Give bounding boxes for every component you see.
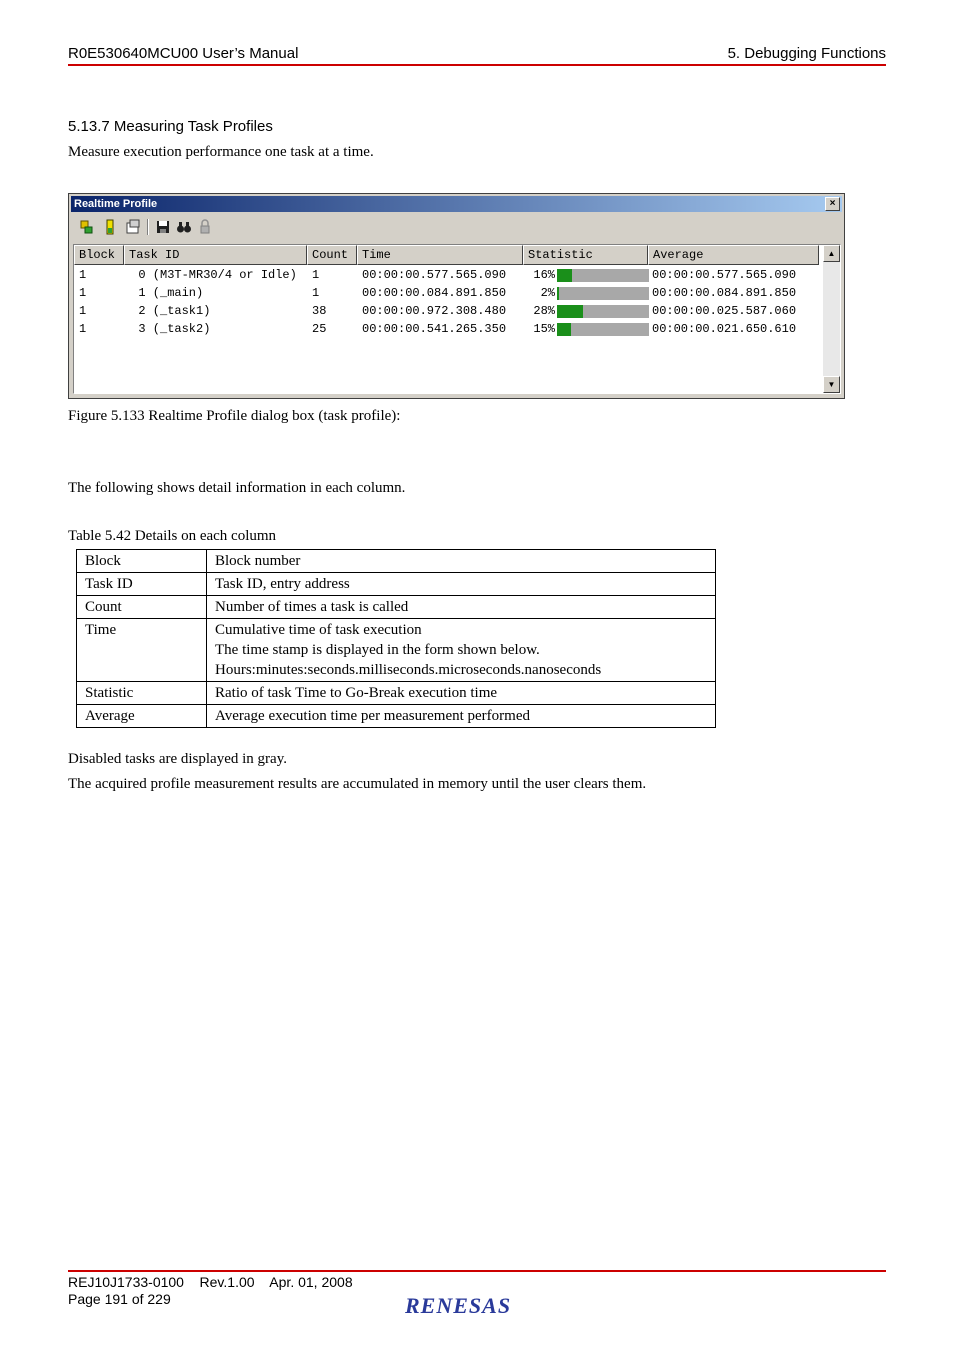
row-count: 25 bbox=[312, 322, 327, 336]
footer-doc-info: REJ10J1733-0100 Rev.1.00 Apr. 01, 2008 bbox=[68, 1274, 353, 1290]
profile-list bbox=[73, 244, 841, 394]
description-line: Number of times a task is called bbox=[215, 599, 409, 615]
row-time: 00:00:00.972.308.480 bbox=[362, 304, 507, 318]
row-statistic-label: 15% bbox=[533, 322, 555, 336]
row-block: 1 bbox=[79, 268, 87, 282]
column-header-statistic[interactable]: Statistic bbox=[523, 245, 648, 265]
table-row bbox=[77, 550, 716, 573]
scroll-up-icon[interactable]: ▲ bbox=[823, 245, 840, 262]
row-average: 00:00:00.577.565.090 bbox=[652, 268, 797, 282]
lock-icon[interactable] bbox=[197, 219, 213, 235]
note-accumulated-results: The acquired profile measurement results are accumulated in memory until the user clears them. bbox=[68, 776, 647, 792]
header-chapter-title: 5. Debugging Functions bbox=[727, 45, 886, 62]
description-line: The time stamp is displayed in the form shown below. bbox=[215, 642, 540, 658]
column-name: Time bbox=[77, 619, 207, 682]
note-disabled-tasks: Disabled tasks are displayed in gray. bbox=[68, 751, 287, 767]
row-task-id: 1 (_main) bbox=[124, 286, 204, 300]
row-statistic-label: 16% bbox=[533, 268, 555, 282]
description-line: Cumulative time of task execution bbox=[215, 622, 422, 638]
header-rule bbox=[68, 64, 886, 66]
dialog-toolbar bbox=[73, 216, 273, 238]
description-line: Task ID, entry address bbox=[215, 576, 350, 592]
description-line: Block number bbox=[215, 553, 301, 569]
statistic-bar bbox=[557, 287, 649, 300]
column-description bbox=[207, 596, 716, 619]
binoculars-icon[interactable] bbox=[176, 219, 192, 235]
column-description bbox=[207, 682, 716, 705]
vertical-scrollbar[interactable] bbox=[823, 245, 840, 393]
column-name: Statistic bbox=[77, 682, 207, 705]
table-row bbox=[77, 573, 716, 596]
add-icon[interactable] bbox=[79, 219, 95, 235]
row-block: 1 bbox=[79, 286, 87, 300]
column-description bbox=[207, 619, 716, 682]
column-header-block[interactable]: Block bbox=[74, 245, 124, 265]
row-task-id: 3 (_task2) bbox=[124, 322, 211, 336]
statistic-bar bbox=[557, 269, 649, 282]
row-statistic-label: 2% bbox=[540, 286, 555, 300]
column-header-average[interactable]: Average bbox=[648, 245, 819, 265]
row-block: 1 bbox=[79, 304, 87, 318]
table-caption: Table 5.42 Details on each column bbox=[68, 528, 277, 544]
close-button[interactable]: × bbox=[825, 197, 840, 211]
column-name: Task ID bbox=[77, 573, 207, 596]
save-icon[interactable] bbox=[155, 219, 171, 235]
description-line: Hours:minutes:seconds.milliseconds.microseconds.nanoseconds bbox=[215, 662, 602, 678]
battery-icon[interactable] bbox=[102, 219, 118, 235]
row-task-id: 2 (_task1) bbox=[124, 304, 211, 318]
statistic-bar bbox=[557, 305, 649, 318]
column-name: Count bbox=[77, 596, 207, 619]
table-row bbox=[77, 705, 716, 728]
dialog-title-bar[interactable] bbox=[71, 196, 842, 212]
row-count: 1 bbox=[312, 286, 320, 300]
row-time: 00:00:00.084.891.850 bbox=[362, 286, 507, 300]
logo-text: RENESAS bbox=[405, 1293, 512, 1318]
dialog-title: Realtime Profile bbox=[74, 198, 158, 210]
description-line: Ratio of task Time to Go-Break execution time bbox=[215, 685, 498, 701]
statistic-bar bbox=[557, 323, 649, 336]
column-description bbox=[207, 550, 716, 573]
row-statistic-label: 28% bbox=[533, 304, 555, 318]
statistic-bar-fill bbox=[557, 305, 583, 318]
statistic-bar-fill bbox=[557, 287, 559, 300]
column-name: Block bbox=[77, 550, 207, 573]
row-task-id: 0 (M3T-MR30/4 or Idle) bbox=[124, 268, 297, 282]
column-header-count[interactable]: Count bbox=[307, 245, 357, 265]
row-time: 00:00:00.577.565.090 bbox=[362, 268, 507, 282]
column-name: Average bbox=[77, 705, 207, 728]
footer-page-number: Page 191 of 229 bbox=[68, 1291, 171, 1307]
renesas-logo bbox=[403, 1293, 553, 1319]
section-title: 5.13.7 Measuring Task Profiles bbox=[68, 118, 273, 135]
column-description bbox=[207, 573, 716, 596]
properties-icon[interactable] bbox=[125, 219, 141, 235]
table-row bbox=[77, 596, 716, 619]
column-description bbox=[207, 705, 716, 728]
row-time: 00:00:00.541.265.350 bbox=[362, 322, 507, 336]
row-average: 00:00:00.021.650.610 bbox=[652, 322, 797, 336]
toolbar-separator bbox=[147, 219, 149, 235]
scroll-down-icon[interactable]: ▼ bbox=[823, 376, 840, 393]
table-row bbox=[77, 682, 716, 705]
header-manual-title: R0E530640MCU00 User’s Manual bbox=[68, 45, 299, 62]
details-table bbox=[76, 549, 716, 728]
realtime-profile-dialog bbox=[68, 193, 845, 399]
row-average: 00:00:00.084.891.850 bbox=[652, 286, 797, 300]
following-text: The following shows detail information in each column. bbox=[68, 480, 406, 496]
table-row bbox=[77, 619, 716, 682]
row-average: 00:00:00.025.587.060 bbox=[652, 304, 797, 318]
row-count: 38 bbox=[312, 304, 327, 318]
statistic-bar-fill bbox=[557, 323, 571, 336]
column-header-task-id[interactable]: Task ID bbox=[124, 245, 307, 265]
statistic-bar-fill bbox=[557, 269, 572, 282]
section-intro: Measure execution performance one task at a time. bbox=[68, 144, 374, 160]
row-block: 1 bbox=[79, 322, 87, 336]
row-count: 1 bbox=[312, 268, 320, 282]
description-line: Average execution time per measurement performed bbox=[215, 708, 530, 724]
figure-caption: Figure 5.133 Realtime Profile dialog box (task profile): bbox=[68, 408, 401, 424]
column-header-time[interactable]: Time bbox=[357, 245, 523, 265]
footer-rule bbox=[68, 1270, 886, 1272]
